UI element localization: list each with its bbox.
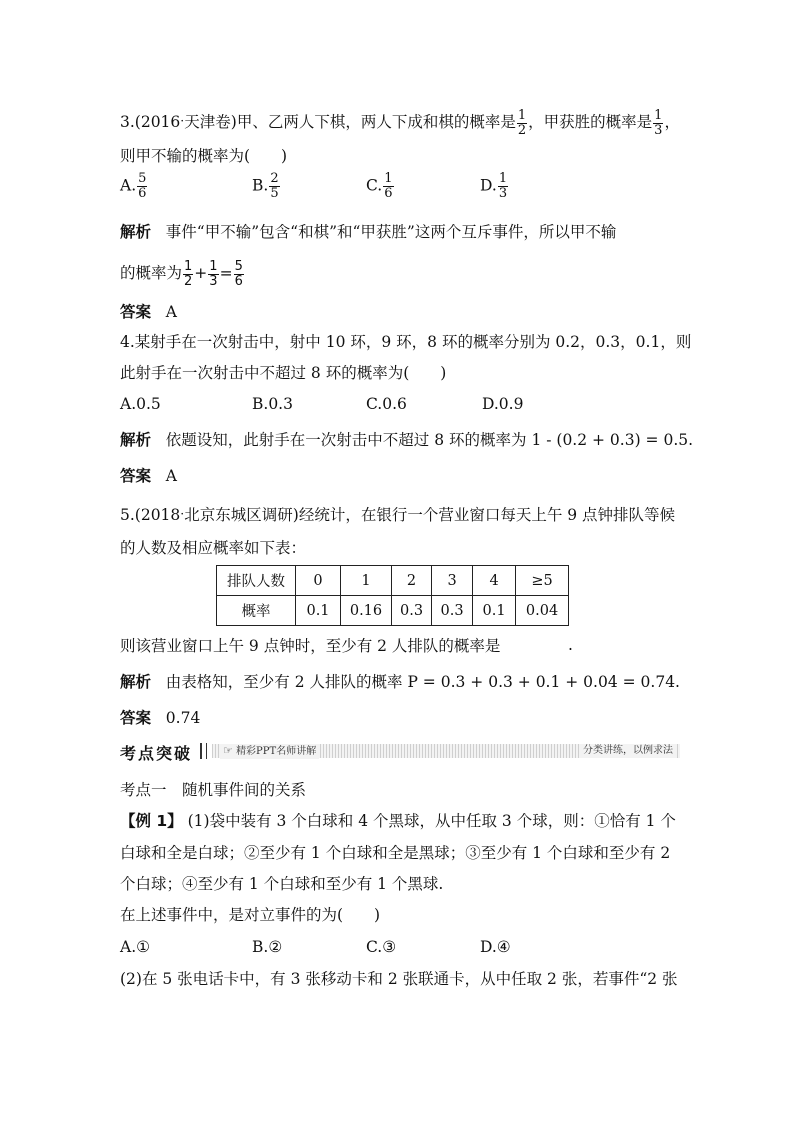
banner-divider <box>200 743 207 759</box>
q4-option-b: B.0.3 <box>252 395 293 413</box>
section-banner <box>120 742 680 762</box>
q4-answer-label: 答案 <box>120 467 152 485</box>
q3-analysis-label: 解析 <box>120 223 152 241</box>
q5-line2: 的人数及相应概率如下表： <box>120 539 307 557</box>
q4-analysis: 解析 依题设知，此射手在一次射击中不超过 8 环的概率为 1 - (0.2 + 0.3) = 0.5. <box>120 431 694 449</box>
ex1-label: 【例 1】 <box>120 812 183 830</box>
q3-answer <box>120 302 177 322</box>
q4-option-c: C.0.6 <box>366 395 407 413</box>
table-cell: 0.1 <box>296 596 341 626</box>
table-cell: 0.3 <box>432 596 473 626</box>
q3-line2: 则甲不输的概率为( ) <box>120 147 288 165</box>
q3-line1 <box>120 104 680 139</box>
table-cell: 0.3 <box>392 596 432 626</box>
q3-analysis-line1: 解析 事件“甲不输”包含“和棋”和“甲获胜”这两个互斥事件，所以甲不输 <box>120 223 617 241</box>
ex1-line4: 在上述事件中，是对立事件的为( ) <box>120 906 381 924</box>
q5-line3: 则该营业窗口上午 9 点钟时，至少有 2 人排队的概率是 <box>120 637 501 655</box>
q4-line1: 4.某射手在一次射击中，射中 10 环，9 环，8 环的概率分别为 0.2，0.3，0.1，则 <box>120 333 692 351</box>
q3-option-a: A. $\frac{5}{6}$ <box>120 171 147 201</box>
q3-option-d: D. $\frac{1}{3}$ <box>480 171 508 201</box>
banner-title: 考点突破 <box>120 741 194 764</box>
table-header-cell: 排队人数 <box>217 566 296 596</box>
q5-line1: 5.(2018·北京东城区调研)经统计，在银行一个营业窗口每天上午 9 点钟排队等候 <box>120 506 676 524</box>
table-row <box>217 566 569 596</box>
table-cell: 4 <box>473 566 516 596</box>
ex1-line2: 白球和全是白球；②至少有 1 个白球和全是黑球；③至少有 1 个白球和至少有 2 <box>120 844 671 862</box>
table-cell: ≥5 <box>516 566 569 596</box>
q4-answer-value: A <box>165 467 177 485</box>
queue-probability-table <box>216 565 569 626</box>
kaodian-title: 考点一 随机事件间的关系 <box>120 781 307 799</box>
ex1-option-b: B.② <box>252 938 283 956</box>
table-header-cell: 概率 <box>217 596 296 626</box>
table-cell: 2 <box>392 566 432 596</box>
table-row <box>217 596 569 626</box>
q3-dot: · <box>180 113 185 128</box>
table-cell: 0.16 <box>341 596 392 626</box>
q3-option-b: B. $\frac{2}{5}$ <box>252 171 279 201</box>
banner-subtitle: ☞ 精彩PPT名师讲解 <box>220 744 319 759</box>
ex1-line5: (2)在 5 张电话卡中，有 3 张移动卡和 2 张联通卡，从中任取 2 张，若事件“2 张 <box>120 970 678 988</box>
pointing-hand-icon: ☞ <box>223 744 233 757</box>
ex1-line1: 【例 1】 (1)袋中装有 3 个白球和 4 个黑球，从中任取 3 个球，则：①恰有 1 个 <box>120 812 676 830</box>
table-cell: 0.1 <box>473 596 516 626</box>
ex1-option-d: D.④ <box>480 938 511 956</box>
q3-answer-label: 答案 <box>120 303 152 321</box>
q3-answer-value: A <box>165 303 177 321</box>
ex1-option-a: A.① <box>120 938 151 956</box>
table-cell: 0 <box>296 566 341 596</box>
q4-line2: 此射手在一次射击中不超过 8 环的概率为( ) <box>120 364 447 382</box>
table-cell: 3 <box>432 566 473 596</box>
q3-number: 3.(2016 <box>120 113 181 131</box>
q5-analysis-label: 解析 <box>120 673 152 691</box>
q5-answer-value: 0.74 <box>165 709 201 727</box>
banner-right-text: 分类讲练，以例求法 <box>580 744 676 758</box>
q3-fraction-win: $\frac{1}{3}$ <box>654 107 663 138</box>
q3-text-b: ，甲获胜的概率是 <box>528 113 653 131</box>
q3-analysis-line2: 的概率为 $\frac{1}{2}$ + $\frac{1}{3}$ = $\frac{5}{6}$ <box>120 258 243 289</box>
table-cell: 1 <box>341 566 392 596</box>
q5-source: 北京东城区调研 <box>184 506 293 524</box>
q4-analysis-label: 解析 <box>120 431 152 449</box>
q3-source: 天津卷 <box>184 113 231 131</box>
q3-option-c: C. $\frac{1}{6}$ <box>366 171 393 201</box>
q4-option-a: A.0.5 <box>120 395 161 413</box>
ex1-line3: 个白球；④至少有 1 个白球和至少有 1 个黑球. <box>120 875 444 893</box>
q3-text-a: )甲、乙两人下棋，两人下成和棋的概率是 <box>230 113 516 131</box>
q5-answer-label: 答案 <box>120 709 152 727</box>
table-cell: 0.04 <box>516 596 569 626</box>
q3-text-c: ， <box>664 113 680 131</box>
ex1-option-c: C.③ <box>366 938 397 956</box>
q5-analysis: 解析 由表格知，至少有 2 人排队的概率 P = 0.3 + 0.3 + 0.1 + 0.04 = 0.74. <box>120 673 680 691</box>
q4-option-d: D.0.9 <box>482 395 524 413</box>
q3-fraction-draw: $\frac{1}{2}$ <box>517 107 527 138</box>
q4-answer <box>120 466 177 486</box>
q5-answer <box>120 708 200 728</box>
q5-blank-end: . <box>568 636 573 654</box>
